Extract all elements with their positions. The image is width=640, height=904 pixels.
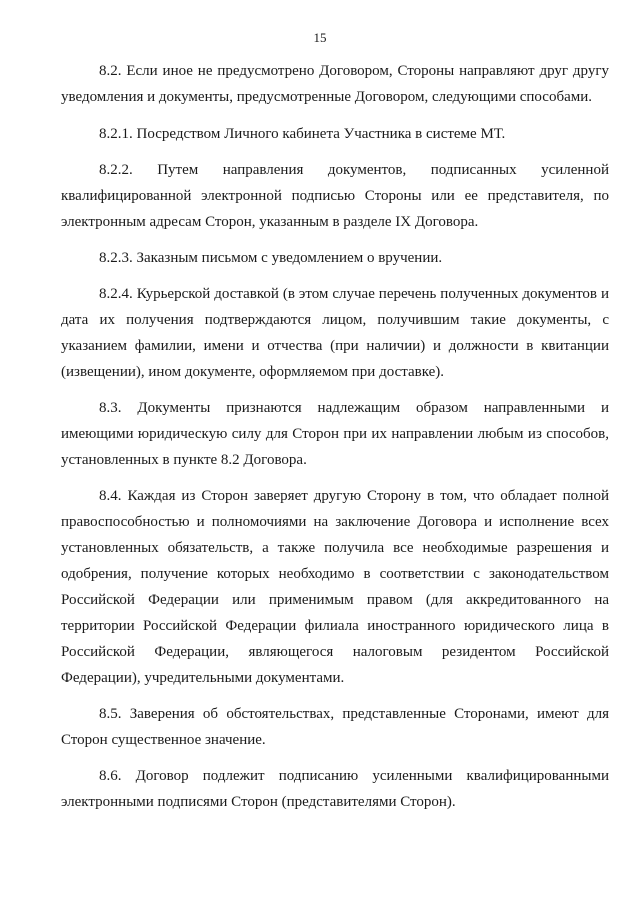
clause-8-2-1: 8.2.1. Посредством Личного кабинета Участника в системе МТ.: [99, 126, 506, 142]
clause-8-3: 8.3. Документы признаются надлежащим образом направленными и имеющими юридическую силу для Сторон при их направлении любым из способов, установленных в пункте 8.2 Договора.: [61, 400, 609, 468]
clause-8-2: 8.2. Если иное не предусмотрено Договором, Стороны направляют друг другу уведомления и документы, предусмотренные Договором, следующими способами.: [61, 63, 609, 105]
clause-8-4: 8.4. Каждая из Сторон заверяет другую Сторону в том, что обладает полной правоспособностью и полномочиями на заключение Договора и исполнение всех установленных обязательств, а также получила все необходимые разрешения и одобрения, получение которых необходимо в соответствии с законодательством Российской Федерации или применимым правом (для аккредитованного на территории Российской Федерации филиала иностранного юридического лица в Российской Федерации, являющегося налоговым резидентом Российской Федерации), учредительными документами.: [61, 488, 609, 686]
clause-8-5: 8.5. Заверения об обстоятельствах, представленные Сторонами, имеют для Сторон существенное значение.: [61, 706, 609, 748]
page-number: 15: [313, 30, 327, 45]
clause-8-6: 8.6. Договор подлежит подписанию усиленными квалифицированными электронными подписями Сторон (представителями Сторон).: [61, 768, 609, 810]
clause-8-2-2: 8.2.2. Путем направления документов, подписанных усиленной квалифицированной электронной подписью Стороны или ее представителя, по электронным адресам Сторон, указанным в разделе IX Договора.: [61, 162, 609, 230]
document-body: [61, 58, 609, 825]
clause-8-2-4: 8.2.4. Курьерской доставкой (в этом случае перечень полученных документов и дата их получения подтверждаются лицом, получившим такие документы, с указанием фамилии, имени и отчества (при наличии) и должности в квитанции (извещении), ином документе, оформляемом при доставке).: [61, 286, 609, 380]
clause-8-2-3: 8.2.3. Заказным письмом с уведомлением о вручении.: [99, 250, 443, 266]
